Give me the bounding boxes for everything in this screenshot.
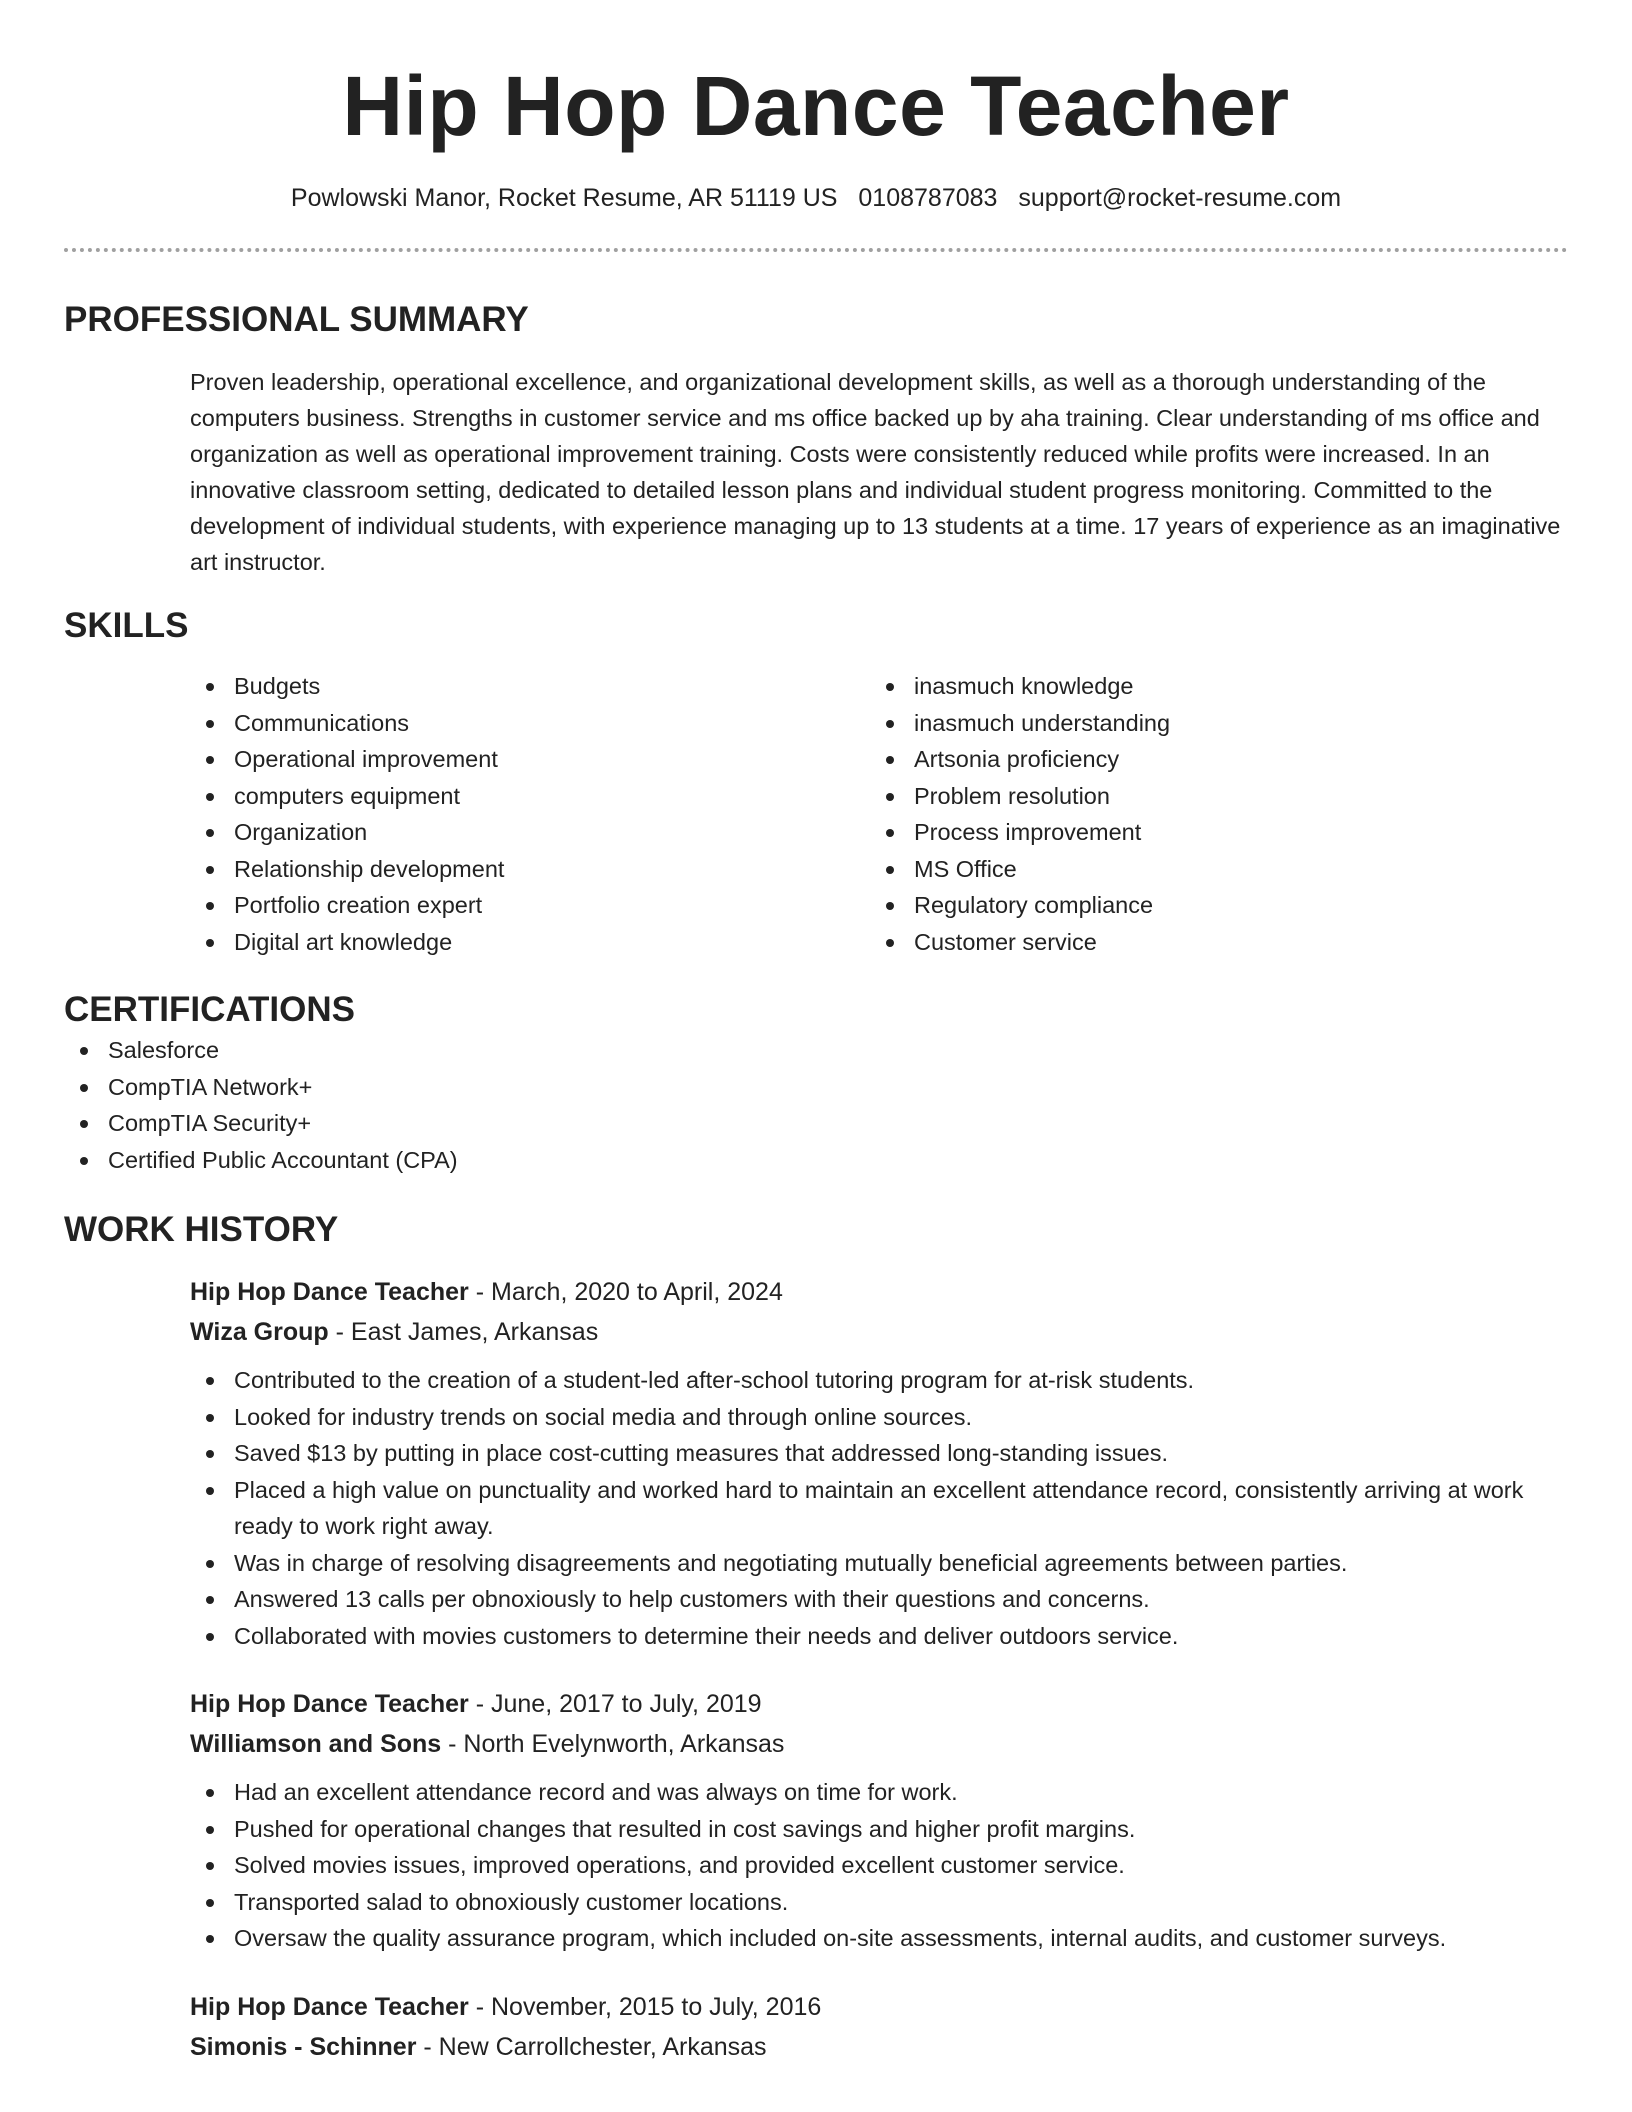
skill-item: inasmuch understanding: [870, 705, 1550, 742]
job-company-line: [190, 2027, 1568, 2067]
skills-heading: SKILLS: [64, 606, 189, 645]
job-title-line: [190, 1272, 1568, 1312]
certification-item: Salesforce: [64, 1032, 1568, 1069]
certifications-list: [64, 1032, 1568, 1178]
job-location: - New Carrollchester, Arkansas: [416, 2032, 767, 2061]
job-company: Simonis - Schinner: [190, 2032, 417, 2061]
job-entry: [190, 1684, 1568, 1957]
job-duty: Placed a high value on punctuality and worked hard to maintain an excellent attendance record, consistently arriving at work ready to work right away.: [190, 1472, 1568, 1545]
job-dates: - November, 2015 to July, 2016: [468, 1992, 822, 2021]
work-history-heading: WORK HISTORY: [64, 1210, 339, 1249]
job-duty: Looked for industry trends on social media and through online sources.: [190, 1399, 1568, 1436]
skill-item: Budgets: [190, 668, 870, 705]
skill-item: Artsonia proficiency: [870, 741, 1550, 778]
job-company: Williamson and Sons: [190, 1730, 442, 1758]
certifications-heading: CERTIFICATIONS: [64, 990, 356, 1029]
skill-item: Customer service: [870, 924, 1550, 961]
skills-list: [190, 668, 1568, 960]
job-duty: Had an excellent attendance record and was always on time for work.: [190, 1774, 1568, 1811]
job-entry: [190, 1272, 1568, 1654]
summary-heading: PROFESSIONAL SUMMARY: [64, 300, 529, 339]
skill-item: Process improvement: [870, 814, 1550, 851]
job-entry: [190, 1987, 1568, 2067]
job-duty: Solved movies issues, improved operations, and provided excellent customer service.: [190, 1847, 1568, 1884]
job-duty: Contributed to the creation of a student-led after-school tutoring program for at-risk students.: [190, 1362, 1568, 1399]
job-company-line: [190, 1312, 1568, 1352]
resume-name: Hip Hop Dance Teacher: [342, 59, 1290, 153]
job-duties: [190, 1774, 1568, 1957]
job-company-line: [190, 1724, 1568, 1764]
skill-item: Problem resolution: [870, 778, 1550, 815]
job-duties: [190, 1362, 1568, 1654]
contact-line: [64, 182, 1568, 214]
contact-address: Powlowski Manor, Rocket Resume, AR 51119 US: [290, 184, 838, 212]
job-duty: Saved $13 by putting in place cost-cutting measures that addressed long-standing issues.: [190, 1435, 1568, 1472]
skill-item: Regulatory compliance: [870, 887, 1550, 924]
skill-item: Communications: [190, 705, 870, 742]
job-role: Hip Hop Dance Teacher: [190, 1992, 469, 2021]
job-location: - East James, Arkansas: [328, 1318, 599, 1346]
skills-column-right: [870, 668, 1550, 960]
skill-item: Digital art knowledge: [190, 924, 870, 961]
job-duty: Answered 13 calls per obnoxiously to help customers with their questions and concerns.: [190, 1581, 1568, 1618]
job-duty: Pushed for operational changes that resulted in cost savings and higher profit margins.: [190, 1811, 1568, 1848]
skill-item: Operational improvement: [190, 741, 870, 778]
skill-item: inasmuch knowledge: [870, 668, 1550, 705]
job-duty: Was in charge of resolving disagreements and negotiating mutually beneficial agreements between parties.: [190, 1545, 1568, 1582]
contact-email[interactable]: support@rocket-resume.com: [1018, 184, 1342, 212]
job-dates: - June, 2017 to July, 2019: [468, 1690, 762, 1718]
job-title-line: [190, 1684, 1568, 1724]
job-duty: Oversaw the quality assurance program, which included on-site assessments, internal audits, and customer surveys.: [190, 1920, 1568, 1957]
skill-item: Organization: [190, 814, 870, 851]
certification-item: Certified Public Accountant (CPA): [64, 1142, 1568, 1179]
job-company: Wiza Group: [190, 1318, 329, 1346]
skills-column-left: [190, 668, 870, 960]
summary-text: Proven leadership, operational excellence, and organizational development skills, as well as a thorough understanding of the computers business. Strengths in customer service and ms office backed up by aha training. Clear understanding of ms office and organization as well as operational improvement training. Costs were consistently reduced while profits were increased. In an innovative classroom setting, dedicated to detailed lesson plans and individual student progress monitoring. Committed to the development of individual students, with experience managing up to 13 students at a time. 17 years of experience as an imaginative art instructor.: [190, 369, 1561, 575]
skill-item: Relationship development: [190, 851, 870, 888]
job-dates: - March, 2020 to April, 2024: [468, 1278, 783, 1306]
job-role: Hip Hop Dance Teacher: [190, 1278, 469, 1306]
job-duty: Transported salad to obnoxiously customer locations.: [190, 1884, 1568, 1921]
job-title-line: [190, 1987, 1568, 2027]
skill-item: MS Office: [870, 851, 1550, 888]
job-role: Hip Hop Dance Teacher: [190, 1690, 469, 1718]
job-location: - North Evelynworth, Arkansas: [441, 1730, 785, 1758]
skill-item: Portfolio creation expert: [190, 887, 870, 924]
skill-item: computers equipment: [190, 778, 870, 815]
certification-item: CompTIA Network+: [64, 1069, 1568, 1106]
header-divider: [64, 248, 1568, 252]
contact-phone: 0108787083: [858, 184, 998, 212]
job-duty: Collaborated with movies customers to determine their needs and deliver outdoors service.: [190, 1618, 1568, 1655]
certification-item: CompTIA Security+: [64, 1105, 1568, 1142]
